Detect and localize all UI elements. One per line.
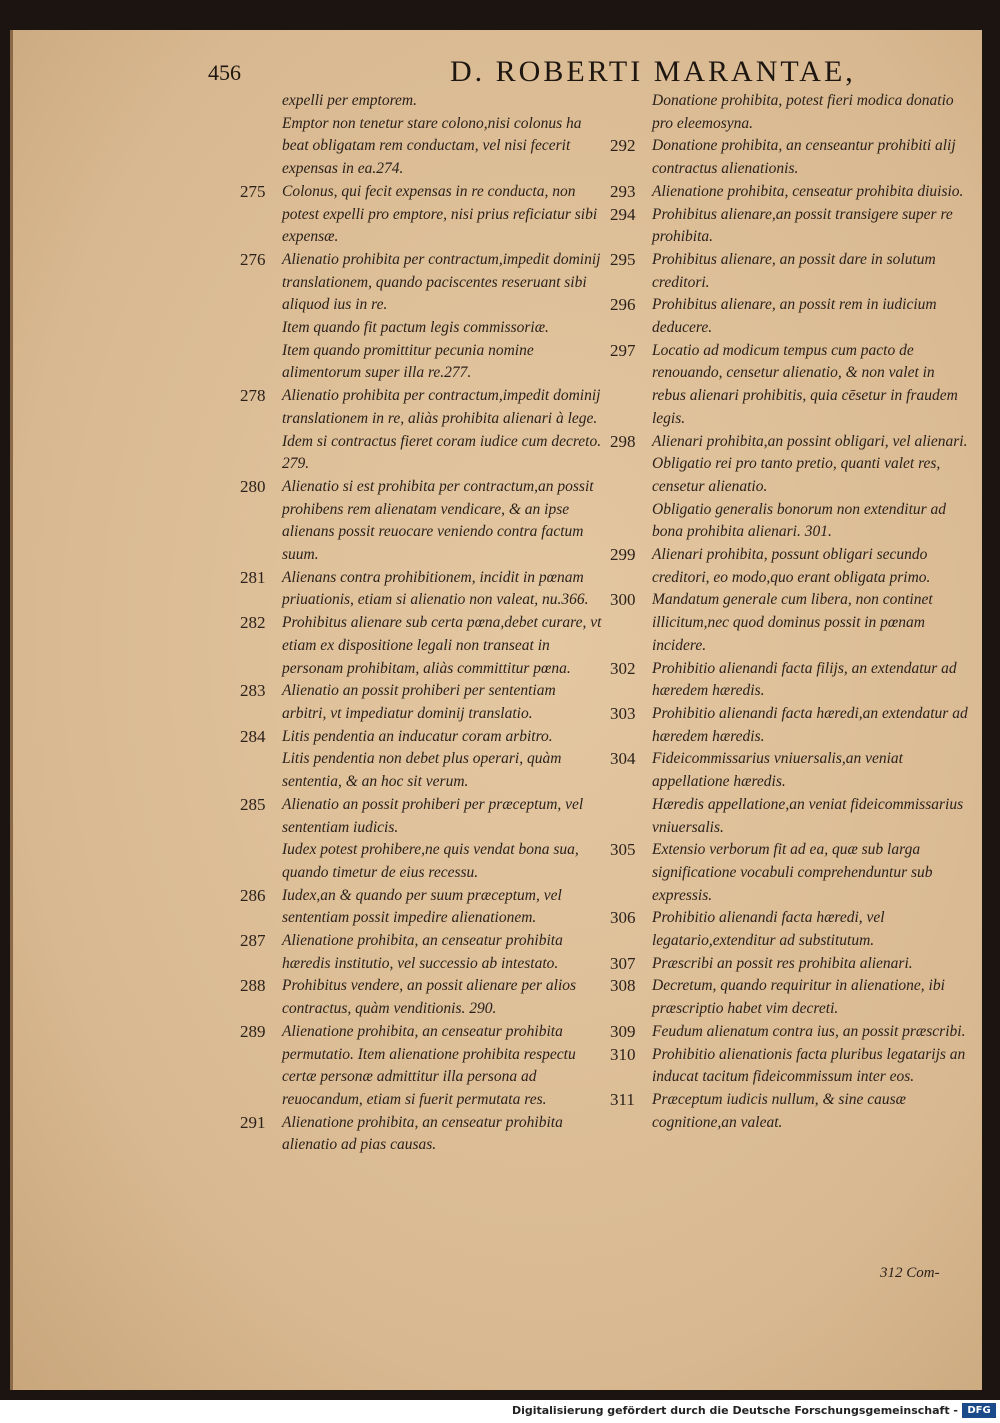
index-entry bbox=[610, 907, 970, 952]
entry-number: 280 bbox=[240, 476, 266, 496]
index-entry bbox=[610, 839, 970, 907]
index-entry bbox=[240, 748, 602, 793]
entry-text: Extensio verborum fit ad ea, quæ sub larga significatione vocabuli comprehenduntur sub expressis. bbox=[652, 841, 933, 904]
entry-number: 278 bbox=[240, 386, 266, 406]
entry-text: Prohibitus alienare, an possit rem in iudicium deducere. bbox=[652, 296, 937, 337]
index-entry bbox=[240, 612, 602, 680]
entry-number: 288 bbox=[240, 976, 266, 996]
entry-number: 297 bbox=[610, 340, 636, 360]
index-entry bbox=[240, 340, 602, 385]
index-entry bbox=[240, 476, 602, 567]
index-entry bbox=[610, 953, 970, 976]
entry-text: Alienatio an possit prohiberi per præceptum, vel sententiam iudicis. bbox=[282, 795, 584, 836]
index-entry bbox=[240, 1021, 602, 1112]
dfg-logo: DFG bbox=[962, 1403, 996, 1418]
entry-text: Alienans contra prohibitionem, incidit in pœnam priuationis, etiam si alienatio non valeat, nu.366. bbox=[282, 568, 589, 609]
entry-text: Item quando promittitur pecunia nomine alimentorum super illa re.277. bbox=[282, 341, 534, 382]
entry-text: Donatione prohibita, potest fieri modica donatio pro eleemosyna. bbox=[652, 92, 954, 132]
digitization-footer bbox=[0, 1400, 1000, 1423]
entry-text: Feudum alienatum contra ius, an possit præscribi. bbox=[652, 1022, 966, 1040]
index-entry bbox=[240, 1112, 602, 1157]
entry-number: 307 bbox=[610, 953, 636, 973]
index-column-left bbox=[240, 90, 602, 1157]
entry-text: Alienatione prohibita, censeatur prohibita diuisio. bbox=[652, 182, 964, 200]
entry-text: Litis pendentia non debet plus operari, quàm sententia, & an hoc sit verum. bbox=[282, 750, 562, 791]
entry-number: 303 bbox=[610, 703, 636, 723]
book-page bbox=[10, 30, 982, 1390]
index-entry bbox=[610, 431, 970, 454]
index-entry bbox=[610, 1021, 970, 1044]
entry-text: Prohibitio alienandi facta hæredi,an extendatur ad hæredem hæredis. bbox=[652, 704, 968, 745]
index-entry bbox=[240, 249, 602, 317]
entry-text: Prohibitus alienare,an possit transigere super re prohibita. bbox=[652, 205, 953, 246]
entry-text: Alienatio si est prohibita per contractum,an possit prohibens rem alienatam vendicare, & an ipse alienans possit reuocare veniendo contra factum suum. bbox=[282, 477, 594, 564]
index-entry bbox=[240, 385, 602, 476]
entry-number: 308 bbox=[610, 976, 636, 996]
index-entry bbox=[240, 90, 602, 113]
entry-text: Mandatum generale cum libera, non continet illicitum,nec quod dominus possit in pœnam incidere. bbox=[652, 591, 933, 654]
entry-number: 282 bbox=[240, 613, 266, 633]
folio-number: 456 bbox=[208, 60, 241, 85]
index-entry bbox=[240, 975, 602, 1020]
entry-number: 291 bbox=[240, 1112, 266, 1132]
entry-number: 306 bbox=[610, 908, 636, 928]
entry-text: Alienatio prohibita per contractum,impedit dominij translationem in re, aliàs prohibita alienari à lege. Idem si contractus fieret coram iudice cum decreto. 279. bbox=[282, 387, 602, 473]
entry-number: 292 bbox=[610, 136, 636, 156]
entry-text: Emptor non tenetur stare colono,nisi colonus ha beat obligatam rem conductam, vel nisi fecerit expensas in ea.274. bbox=[282, 114, 582, 178]
entry-text: Locatio ad modicum tempus cum pacto de renouando, censetur alienatio, & non valet in rebus alienari prohibitis, quia cēsetur in fraudem legis. bbox=[652, 341, 958, 427]
entry-number: 311 bbox=[610, 1089, 635, 1109]
index-entry bbox=[610, 340, 970, 431]
index-entry bbox=[240, 839, 602, 884]
entry-text: Prohibitus alienare sub certa pœna,debet curare, vt etiam ex dispositione legali non transeat in personam prohibitam, aliàs committitur pœna. bbox=[282, 614, 602, 677]
index-entry bbox=[610, 1044, 970, 1089]
entry-number: 305 bbox=[610, 840, 636, 860]
entry-text: Prohibitus vendere, an possit alienare per alios contractus, quàm venditionis. 290. bbox=[282, 977, 577, 1018]
index-entry bbox=[240, 930, 602, 975]
index-entry bbox=[240, 680, 602, 725]
page-fold-shadow bbox=[10, 30, 13, 1390]
index-entry bbox=[610, 658, 970, 703]
entry-number: 310 bbox=[610, 1044, 636, 1064]
index-entry bbox=[240, 181, 602, 249]
index-entry bbox=[610, 181, 970, 204]
entry-number: 309 bbox=[610, 1021, 636, 1041]
entry-text: Prohibitio alienandi facta filijs, an extendatur ad hæredem hæredis. bbox=[652, 659, 957, 700]
index-entry bbox=[610, 1089, 970, 1134]
entry-number: 283 bbox=[240, 681, 266, 701]
entry-text: Hæredis appellatione,an veniat fideicommissarius vniuersalis. bbox=[652, 795, 964, 836]
index-entry bbox=[610, 975, 970, 1020]
entry-text: Alienatione prohibita, an censeatur prohibita hæredis institutio, vel successio ab intestato. bbox=[282, 932, 563, 972]
entry-text: Alienatione prohibita, an censeatur prohibita alienatio ad pias causas. bbox=[282, 1113, 563, 1154]
entry-text: Prohibitus alienare, an possit dare in solutum creditori. bbox=[652, 250, 936, 291]
entry-number: 281 bbox=[240, 567, 266, 587]
index-entry bbox=[240, 567, 602, 612]
entry-number: 295 bbox=[610, 249, 636, 269]
entry-text: Alienatio an possit prohiberi per sententiam arbitri, vt impediatur dominij translatio. bbox=[282, 682, 556, 722]
index-entry bbox=[610, 748, 970, 793]
entry-number: 287 bbox=[240, 931, 266, 951]
index-entry bbox=[610, 135, 970, 180]
entry-number: 299 bbox=[610, 545, 636, 565]
index-entry bbox=[240, 726, 602, 749]
entry-number: 298 bbox=[610, 431, 636, 451]
entry-number: 304 bbox=[610, 749, 636, 769]
index-entry bbox=[240, 317, 602, 340]
entry-text: Præscribi an possit res prohibita alienari. bbox=[652, 954, 913, 972]
entry-text: Alienari prohibita, possunt obligari secundo creditori, eo modo,quo erant obligata primo. bbox=[652, 546, 931, 586]
index-entry bbox=[610, 294, 970, 339]
entry-text: Alienatio prohibita per contractum,impedit dominij translationem, quando paciscentes reseruant sibi aliquod ius in re. bbox=[282, 250, 601, 314]
entry-number: 275 bbox=[240, 181, 266, 201]
entry-text: Prohibitio alienandi facta hæredi, vel legatario,extenditur ad substitutum. bbox=[652, 909, 885, 950]
entry-text: Obligatio generalis bonorum non extenditur ad bona prohibita alienari. 301. bbox=[652, 500, 947, 541]
entry-number: 284 bbox=[240, 726, 266, 746]
index-entry bbox=[610, 589, 970, 657]
entry-number: 294 bbox=[610, 204, 636, 224]
index-entry bbox=[610, 544, 970, 589]
index-entry bbox=[610, 249, 970, 294]
index-entry bbox=[610, 703, 970, 748]
index-entry bbox=[610, 90, 970, 135]
entry-text: Donatione prohibita, an censeantur prohibiti alij contractus alienationis. bbox=[652, 137, 956, 178]
entry-text: Litis pendentia an inducatur coram arbitro. bbox=[282, 727, 553, 745]
index-entry bbox=[240, 794, 602, 839]
entry-text: Alienatione prohibita, an censeatur prohibita permutatio. Item alienatione prohibita respectu certæ personæ admittitur illa persona ad reuocandum, etiam si fuerit permutata res. bbox=[282, 1022, 576, 1108]
entry-number: 289 bbox=[240, 1021, 266, 1041]
index-entry bbox=[610, 453, 970, 498]
entry-text: Fideicommissarius vniuersalis,an veniat appellatione hæredis. bbox=[652, 750, 903, 791]
index-column-right bbox=[610, 90, 970, 1134]
entry-text: Prohibitio alienationis facta pluribus legatarijs an inducat tacitum fideicommissum inter eos. bbox=[652, 1045, 966, 1086]
entry-number: 302 bbox=[610, 658, 636, 678]
index-entry bbox=[610, 499, 970, 544]
index-entry bbox=[610, 794, 970, 839]
index-entry bbox=[240, 113, 602, 181]
entry-text: Præceptum iudicis nullum, & sine causæ cognitione,an valeat. bbox=[652, 1090, 907, 1131]
catchword: 312 Com- bbox=[880, 1265, 940, 1281]
index-entry bbox=[240, 885, 602, 930]
entry-text: Decretum, quando requiritur in alienatione, ibi præscriptio habet vim decreti. bbox=[652, 977, 945, 1018]
entry-number: 293 bbox=[610, 181, 636, 201]
entry-text: Item quando fit pactum legis commissoriæ. bbox=[282, 319, 549, 337]
running-title: D. ROBERTI MARANTAE, bbox=[450, 55, 856, 88]
entry-text: Colonus, qui fecit expensas in re conducta, non potest expelli pro emptore, nisi prius reficiatur sibi expensæ. bbox=[282, 182, 598, 246]
entry-number: 285 bbox=[240, 794, 266, 814]
entry-text: Iudex potest prohibere,ne quis vendat bona sua, quando timetur de eius recessu. bbox=[282, 841, 579, 881]
entry-number: 286 bbox=[240, 885, 266, 905]
entry-text: Alienari prohibita,an possint obligari, vel alienari. bbox=[652, 432, 968, 450]
entry-text: Obligatio rei pro tanto pretio, quanti valet res, censetur alienatio. bbox=[652, 455, 941, 495]
entry-text: expelli per emptorem. bbox=[282, 92, 418, 109]
entry-number: 300 bbox=[610, 590, 636, 610]
footer-credit: Digitalisierung gefördert durch die Deutsche Forschungsgemeinschaft - bbox=[511, 1404, 958, 1417]
index-entry bbox=[610, 204, 970, 249]
entry-number: 276 bbox=[240, 249, 266, 269]
entry-text: Iudex,an & quando per suum præceptum, vel sententiam possit impedire alienationem. bbox=[282, 886, 562, 927]
entry-number: 296 bbox=[610, 295, 636, 315]
